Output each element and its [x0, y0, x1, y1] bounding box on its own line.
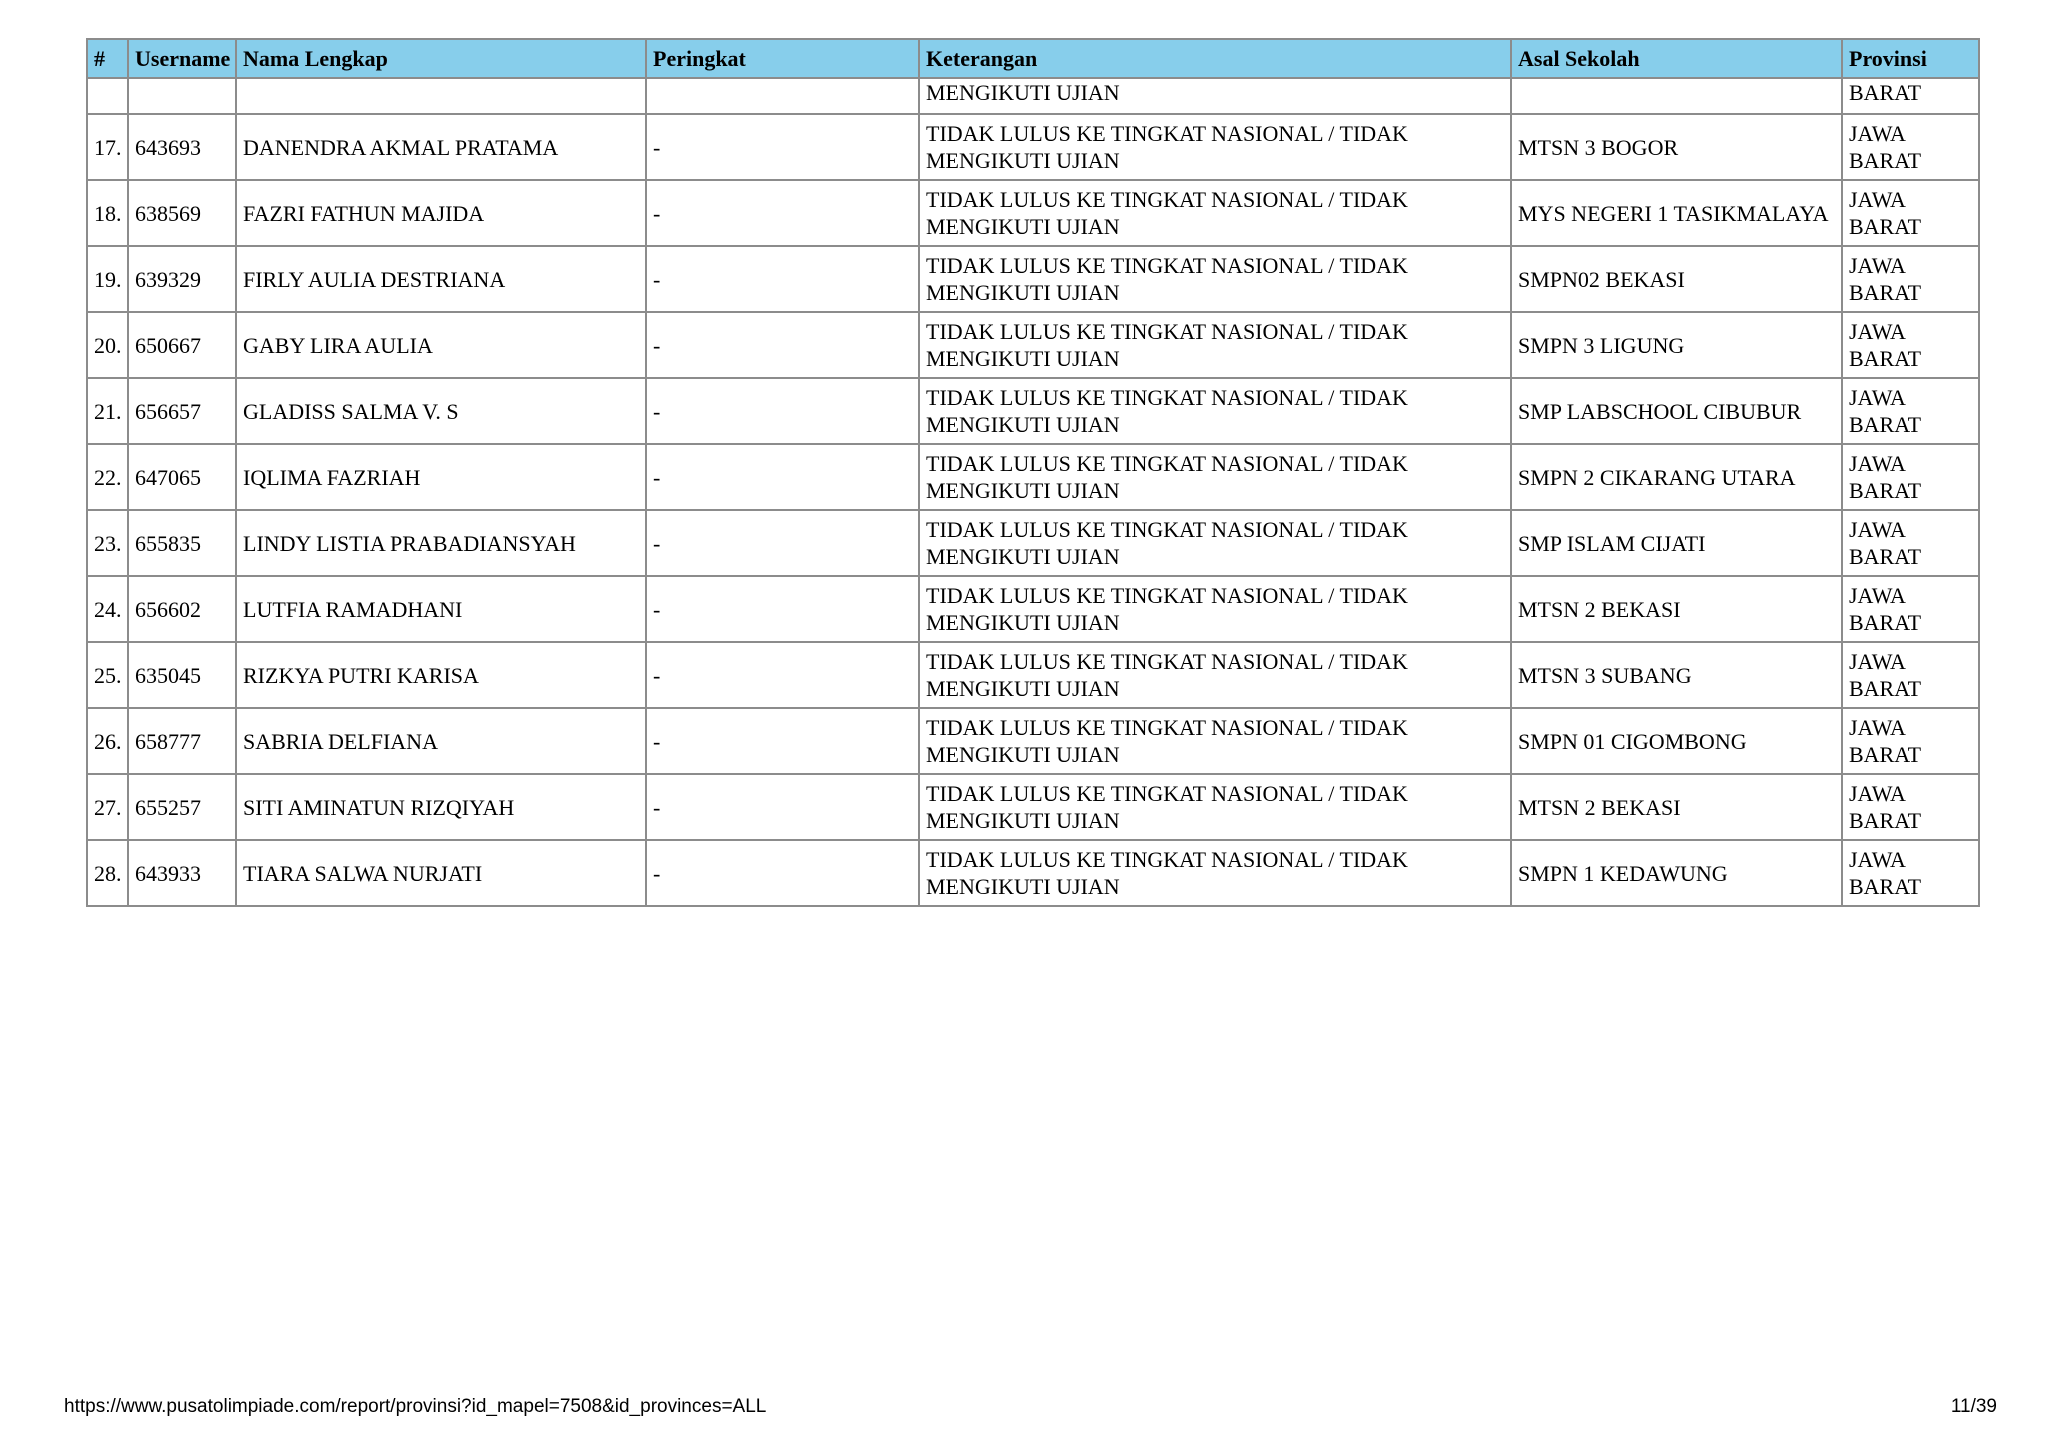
- cell-rank: -: [646, 180, 919, 246]
- cell-rank: -: [646, 444, 919, 510]
- table-row: [87, 114, 1979, 180]
- cell-num: 27.: [87, 774, 128, 840]
- cell-num: 26.: [87, 708, 128, 774]
- cell-name: SITI AMINATUN RIZQIYAH: [236, 774, 646, 840]
- table-row: [87, 510, 1979, 576]
- cell-note: TIDAK LULUS KE TINGKAT NASIONAL / TIDAK MENGIKUTI UJIAN: [919, 378, 1511, 444]
- cell-note: TIDAK LULUS KE TINGKAT NASIONAL / TIDAK MENGIKUTI UJIAN: [919, 576, 1511, 642]
- cell-rank: -: [646, 774, 919, 840]
- cell-num: 20.: [87, 312, 128, 378]
- cell-num: 23.: [87, 510, 128, 576]
- table-row: [87, 840, 1979, 906]
- table-row: [87, 444, 1979, 510]
- cell-school: SMPN 1 KEDAWUNG: [1511, 840, 1842, 906]
- cell-username: 643933: [128, 840, 236, 906]
- cell-rank: -: [646, 708, 919, 774]
- cell-province: JAWA BARAT: [1842, 774, 1979, 840]
- footer-page-number: 11/39: [1950, 1396, 1997, 1417]
- cell-num: 22.: [87, 444, 128, 510]
- cell-num: 25.: [87, 642, 128, 708]
- cell-name: FAZRI FATHUN MAJIDA: [236, 180, 646, 246]
- cell-school: MYS NEGERI 1 TASIKMALAYA: [1511, 180, 1842, 246]
- cell-school: MTSN 3 SUBANG: [1511, 642, 1842, 708]
- results-table: [86, 38, 1980, 907]
- cell-province: JAWA BARAT: [1842, 312, 1979, 378]
- cell-note: MENGIKUTI UJIAN: [919, 78, 1511, 114]
- cell-name: GABY LIRA AULIA: [236, 312, 646, 378]
- cell-province: JAWA BARAT: [1842, 444, 1979, 510]
- cell-num: 24.: [87, 576, 128, 642]
- cell-name: TIARA SALWA NURJATI: [236, 840, 646, 906]
- table-row: [87, 246, 1979, 312]
- cell-num: 19.: [87, 246, 128, 312]
- cell-school: MTSN 2 BEKASI: [1511, 774, 1842, 840]
- cell-note: TIDAK LULUS KE TINGKAT NASIONAL / TIDAK MENGIKUTI UJIAN: [919, 312, 1511, 378]
- cell-username: 647065: [128, 444, 236, 510]
- cell-school: MTSN 2 BEKASI: [1511, 576, 1842, 642]
- cell-username: 650667: [128, 312, 236, 378]
- cell-school: SMPN 01 CIGOMBONG: [1511, 708, 1842, 774]
- cell-name: LINDY LISTIA PRABADIANSYAH: [236, 510, 646, 576]
- table-row: [87, 774, 1979, 840]
- header-school: Asal Sekolah: [1511, 39, 1842, 78]
- table-row: [87, 642, 1979, 708]
- cell-username: 656657: [128, 378, 236, 444]
- header-num: #: [87, 39, 128, 78]
- footer-url: https://www.pusatolimpiade.com/report/provinsi?id_mapel=7508&id_provinces=ALL: [64, 1396, 767, 1417]
- cell-province: JAWA BARAT: [1842, 510, 1979, 576]
- header-username: Username: [128, 39, 236, 78]
- cell-username: 638569: [128, 180, 236, 246]
- cell-school: MTSN 3 BOGOR: [1511, 114, 1842, 180]
- header-rank: Peringkat: [646, 39, 919, 78]
- cell-rank: -: [646, 378, 919, 444]
- cell-rank: -: [646, 246, 919, 312]
- cell-rank: [646, 78, 919, 114]
- cell-rank: -: [646, 114, 919, 180]
- cell-province: JAWA BARAT: [1842, 114, 1979, 180]
- cell-username: 658777: [128, 708, 236, 774]
- cell-num: 18.: [87, 180, 128, 246]
- cell-name: FIRLY AULIA DESTRIANA: [236, 246, 646, 312]
- cell-name: GLADISS SALMA V. S: [236, 378, 646, 444]
- cell-rank: -: [646, 840, 919, 906]
- cell-name: RIZKYA PUTRI KARISA: [236, 642, 646, 708]
- cell-school: SMPN02 BEKASI: [1511, 246, 1842, 312]
- cell-school: SMPN 3 LIGUNG: [1511, 312, 1842, 378]
- table-row: [87, 180, 1979, 246]
- cell-note: TIDAK LULUS KE TINGKAT NASIONAL / TIDAK MENGIKUTI UJIAN: [919, 708, 1511, 774]
- cell-note: TIDAK LULUS KE TINGKAT NASIONAL / TIDAK MENGIKUTI UJIAN: [919, 114, 1511, 180]
- cell-rank: -: [646, 312, 919, 378]
- cell-note: TIDAK LULUS KE TINGKAT NASIONAL / TIDAK MENGIKUTI UJIAN: [919, 642, 1511, 708]
- cell-num: 21.: [87, 378, 128, 444]
- cell-num: 28.: [87, 840, 128, 906]
- cell-note: TIDAK LULUS KE TINGKAT NASIONAL / TIDAK MENGIKUTI UJIAN: [919, 246, 1511, 312]
- cell-note: TIDAK LULUS KE TINGKAT NASIONAL / TIDAK MENGIKUTI UJIAN: [919, 180, 1511, 246]
- header-note: Keterangan: [919, 39, 1511, 78]
- table-row: [87, 378, 1979, 444]
- cell-name: LUTFIA RAMADHANI: [236, 576, 646, 642]
- cell-name: DANENDRA AKMAL PRATAMA: [236, 114, 646, 180]
- cell-username: 655835: [128, 510, 236, 576]
- cell-username: 656602: [128, 576, 236, 642]
- cell-username: 655257: [128, 774, 236, 840]
- cell-province: JAWA BARAT: [1842, 246, 1979, 312]
- cell-name: IQLIMA FAZRIAH: [236, 444, 646, 510]
- cell-note: TIDAK LULUS KE TINGKAT NASIONAL / TIDAK MENGIKUTI UJIAN: [919, 510, 1511, 576]
- table-header-row: [87, 39, 1979, 78]
- cell-name: SABRIA DELFIANA: [236, 708, 646, 774]
- cell-province: JAWA BARAT: [1842, 840, 1979, 906]
- table-row: [87, 708, 1979, 774]
- header-province: Provinsi: [1842, 39, 1979, 78]
- cell-school: [1511, 78, 1842, 114]
- cell-rank: -: [646, 510, 919, 576]
- cell-username: [128, 78, 236, 114]
- cell-province: BARAT: [1842, 78, 1979, 114]
- cell-num: [87, 78, 128, 114]
- cell-school: SMP LABSCHOOL CIBUBUR: [1511, 378, 1842, 444]
- cell-province: JAWA BARAT: [1842, 642, 1979, 708]
- cell-rank: -: [646, 642, 919, 708]
- table-row-continuation: [87, 78, 1979, 114]
- cell-province: JAWA BARAT: [1842, 378, 1979, 444]
- cell-province: JAWA BARAT: [1842, 180, 1979, 246]
- cell-note: TIDAK LULUS KE TINGKAT NASIONAL / TIDAK MENGIKUTI UJIAN: [919, 444, 1511, 510]
- header-name: Nama Lengkap: [236, 39, 646, 78]
- cell-username: 639329: [128, 246, 236, 312]
- cell-num: 17.: [87, 114, 128, 180]
- cell-username: 643693: [128, 114, 236, 180]
- cell-username: 635045: [128, 642, 236, 708]
- cell-province: JAWA BARAT: [1842, 708, 1979, 774]
- cell-note: TIDAK LULUS KE TINGKAT NASIONAL / TIDAK MENGIKUTI UJIAN: [919, 774, 1511, 840]
- cell-school: SMPN 2 CIKARANG UTARA: [1511, 444, 1842, 510]
- cell-rank: -: [646, 576, 919, 642]
- cell-name: [236, 78, 646, 114]
- table-row: [87, 576, 1979, 642]
- table-row: [87, 312, 1979, 378]
- cell-school: SMP ISLAM CIJATI: [1511, 510, 1842, 576]
- cell-note: TIDAK LULUS KE TINGKAT NASIONAL / TIDAK MENGIKUTI UJIAN: [919, 840, 1511, 906]
- cell-province: JAWA BARAT: [1842, 576, 1979, 642]
